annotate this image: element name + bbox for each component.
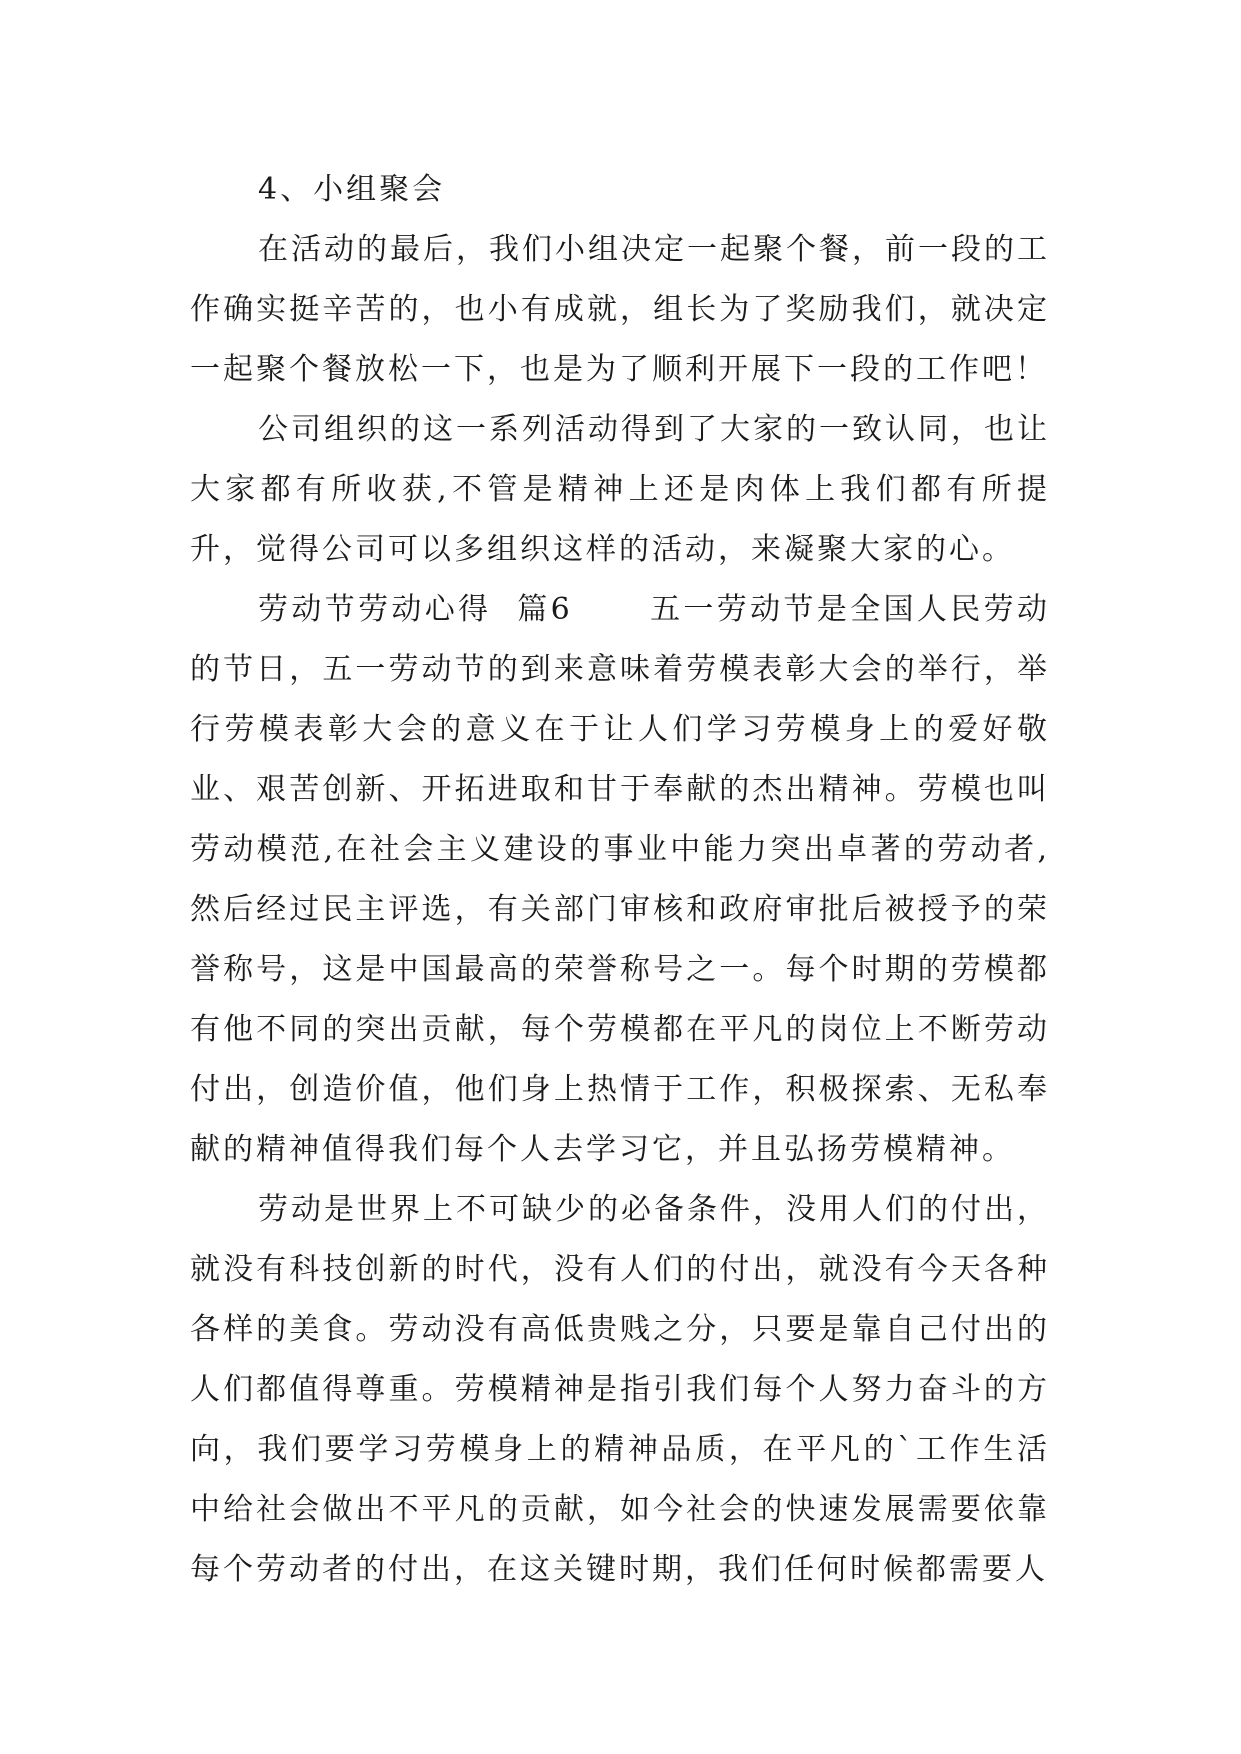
paragraph-company-activities: 公司组织的这一系列活动得到了大家的一致认同，也让大家都有所收获,不管是精神上还是肉体上我们都有所提升，觉得公司可以多组织这样的活动，来凝聚大家的心。	[190, 412, 1050, 567]
paragraph-labor-importance: 劳动是世界上不可缺少的必备条件，没用人们的付出，就没有科技创新的时代，没有人们的付出，就没有今天各种各样的美食。劳动没有高低贵贱之分，只要是靠自己付出的人们都值得尊重。劳模精神是指引我们每个人努力奋斗的方向，我们要学习劳模身上的精神品质，在平凡的`工作生活中给社会做出不平凡的贡献，如今社会的快速发展需要依靠每个劳动者的付出，在这关键时期，我们任何时候都需要人	[190, 1192, 1050, 1587]
paragraph-group-dinner: 在活动的最后，我们小组决定一起聚个餐，前一段的工作确实挺辛苦的，也小有成就，组长为了奖励我们，就决定一起聚个餐放松一下，也是为了顺利开展下一段的工作吧！	[190, 232, 1050, 387]
paragraph-labor-day-essay-6: 劳动节劳动心得 篇6 五一劳动节是全国人民劳动的节日，五一劳动节的到来意味着劳模表彰大会的举行，举行劳模表彰大会的意义在于让人们学习劳模身上的爱好敬业、艰苦创新、开拓进取和甘于奉献的杰出精神。劳模也叫劳动模范,在社会主义建设的事业中能力突出卓著的劳动者,然后经过民主评选，有关部门审核和政府审批后被授予的荣誉称号，这是中国最高的荣誉称号之一。每个时期的劳模都有他不同的突出贡献，每个劳模都在平凡的岗位上不断劳动付出，创造价值，他们身上热情于工作，积极探索、无私奉献的精神值得我们每个人去学习它，并且弘扬劳模精神。	[190, 592, 1050, 1167]
paragraph-heading-group-gathering: 4、小组聚会	[258, 172, 446, 207]
document-body	[190, 160, 1050, 1600]
